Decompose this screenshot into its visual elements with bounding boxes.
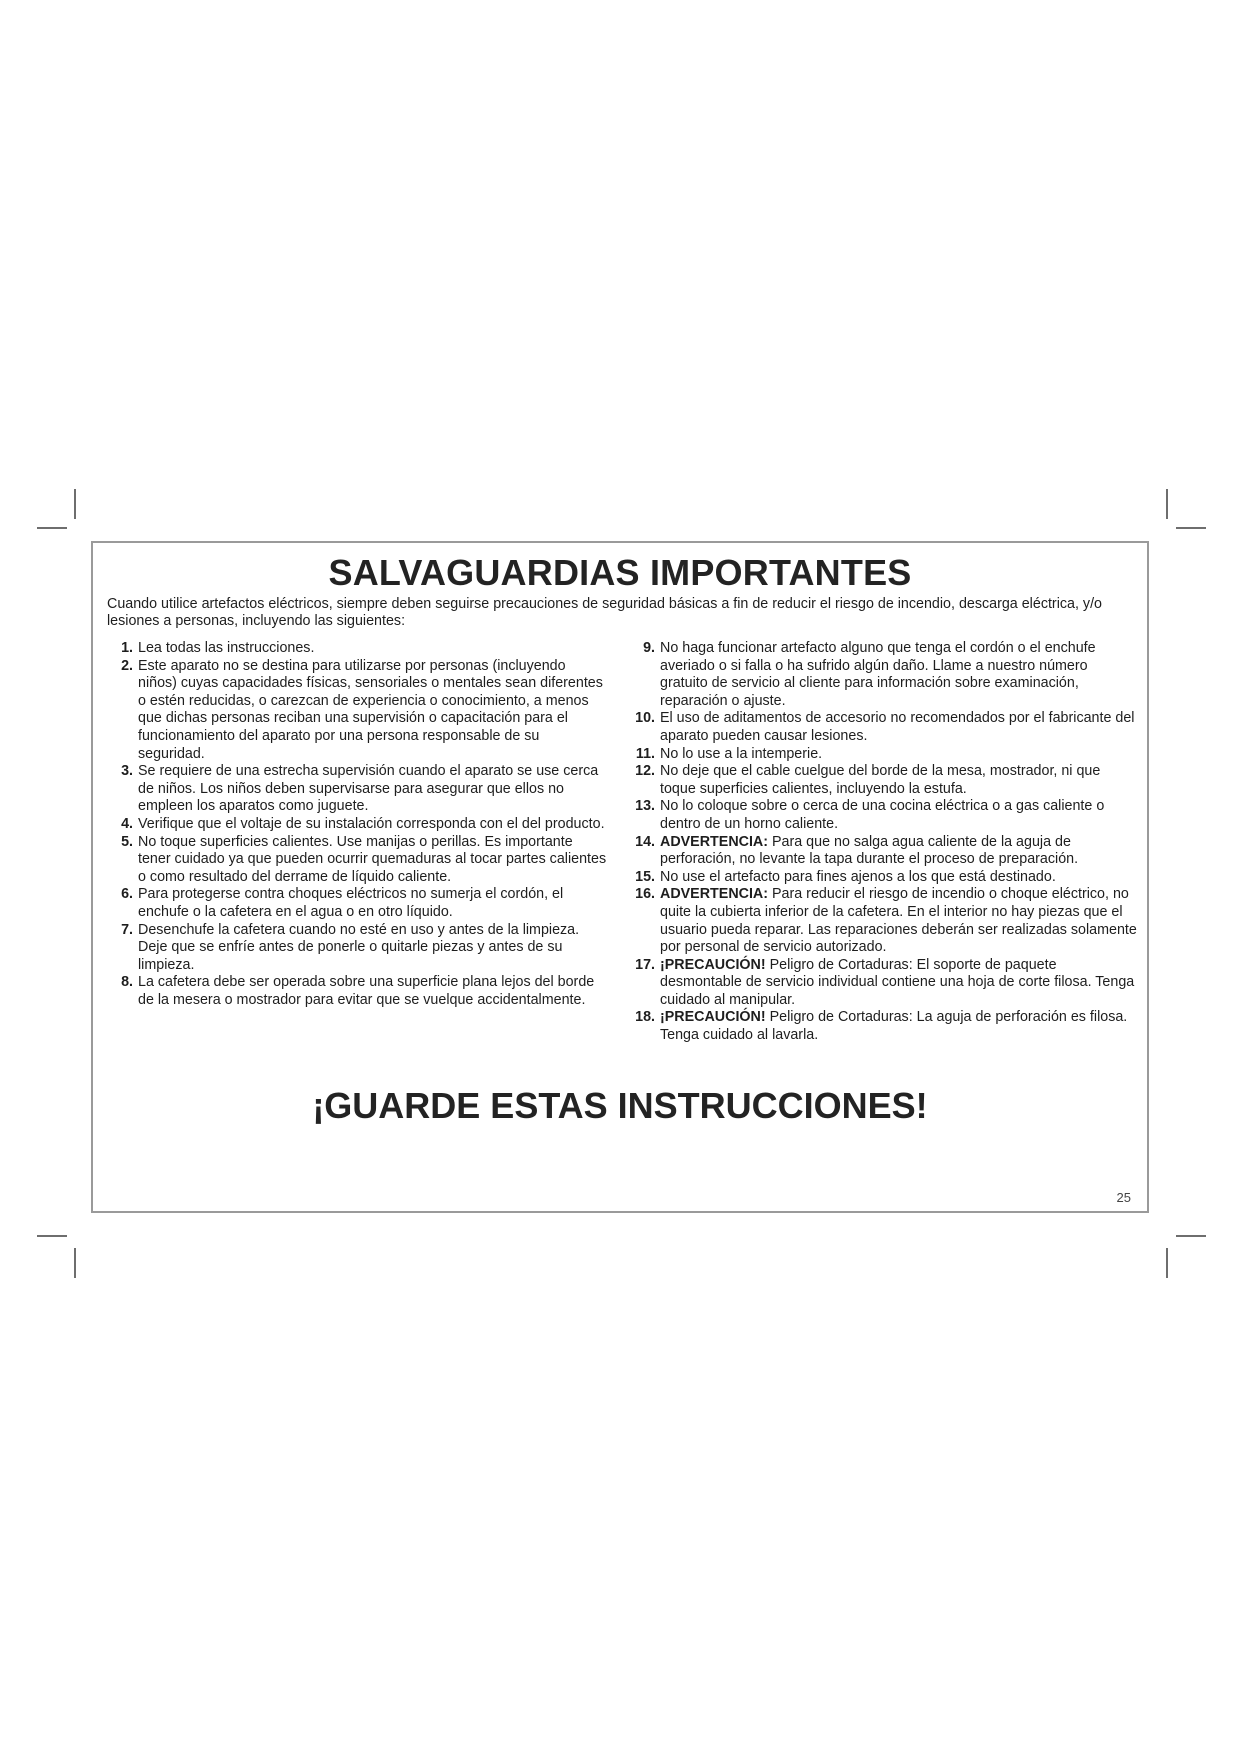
item-text: No lo coloque sobre o cerca de una cocina eléctrica o a gas caliente o dentro de un horno caliente. bbox=[660, 798, 1105, 832]
item-number: 18. bbox=[635, 1009, 655, 1026]
item-number: 14. bbox=[635, 833, 655, 850]
list-item bbox=[107, 816, 607, 834]
crop-mark bbox=[1166, 489, 1168, 519]
item-text: No toque superficies calientes. Use manijas o perillas. Es importante tener cuidado ya que pueden ocurrir quemaduras al tocar partes calientes o como resultado del derrame de líquido caliente. bbox=[138, 833, 607, 885]
item-number: 11. bbox=[635, 745, 655, 762]
list-item bbox=[107, 658, 607, 764]
list-item bbox=[107, 886, 607, 921]
item-number: 16. bbox=[635, 886, 655, 903]
item-text: No deje que el cable cuelgue del borde de la mesa, mostrador, ni que toque superficies calientes, incluyendo la estufa. bbox=[660, 763, 1101, 797]
item-text bbox=[660, 957, 1139, 1010]
list-item bbox=[629, 886, 1139, 956]
crop-mark bbox=[1166, 1248, 1168, 1278]
item-text bbox=[660, 1009, 1139, 1044]
item-text: No lo use a la intemperie. bbox=[660, 745, 823, 762]
item-number: 1. bbox=[121, 640, 133, 656]
caution-label: ¡PRECAUCIÓN! bbox=[660, 956, 766, 973]
item-text: No use el artefacto para fines ajenos a los que está destinado. bbox=[660, 868, 1056, 885]
item-number: 9. bbox=[643, 640, 655, 656]
item-number: 12. bbox=[635, 763, 655, 780]
page-title: SALVAGUARDIAS IMPORTANTES bbox=[328, 552, 912, 593]
list-item bbox=[107, 640, 607, 658]
item-number: 17. bbox=[635, 956, 655, 973]
item-number: 15. bbox=[635, 868, 655, 885]
item-text: El uso de aditamentos de accesorio no recomendados por el fabricante del aparato pueden causar lesiones. bbox=[660, 710, 1135, 744]
item-number: 10. bbox=[635, 710, 655, 727]
list-item bbox=[107, 974, 607, 1009]
list-item bbox=[629, 746, 1139, 764]
list-item bbox=[629, 869, 1139, 887]
item-number: 5. bbox=[121, 833, 133, 850]
list-item bbox=[629, 798, 1139, 833]
item-number: 2. bbox=[121, 657, 133, 674]
item-text: No haga funcionar artefacto alguno que tenga el cordón o el enchufe averiado o si falla o ha sufrido algún daño. Llame a nuestro número gratuito de servicio al cliente para información sobre examinación, reparación o ajuste. bbox=[660, 640, 1096, 709]
list-item bbox=[629, 957, 1139, 1010]
list-item bbox=[107, 834, 607, 887]
caution-label: ¡PRECAUCIÓN! bbox=[660, 1009, 766, 1026]
list-item bbox=[629, 834, 1139, 869]
item-body: Peligro de Cortaduras: La aguja de perforación es filosa. Tenga cuidado al lavarla. bbox=[660, 1009, 1128, 1044]
item-number: 7. bbox=[121, 921, 133, 938]
list-item bbox=[629, 763, 1139, 798]
warning-label: ADVERTENCIA: bbox=[660, 886, 769, 903]
item-text: Desenchufe la cafetera cuando no esté en uso y antes de la limpieza. Deje que se enfríe antes de ponerle o quitarle piezas y antes de su limpieza. bbox=[138, 921, 580, 973]
item-body: Para reducir el riesgo de incendio o choque eléctrico, no quite la cubierta inferior de la cafetera. En el interior no hay piezas que el usuario pueda reparar. Las reparaciones deberán ser realizadas solamente por personal de servicio autorizado. bbox=[660, 886, 1137, 956]
intro-paragraph: Cuando utilice artefactos eléctricos, siempre deben seguirse precauciones de seguridad básicas a fin de reducir el riesgo de incendio, descarga eléctrica, y/o lesiones a personas, incluyendo las siguientes: bbox=[107, 596, 1102, 629]
item-text: Este aparato no se destina para utilizarse por personas (incluyendo niños) cuyas capacidades físicas, sensoriales o mentales sean diferentes o estén reducidas, o carezcan de experiencia o conocimiento, a menos que dichas personas reciban una supervisión o capacitación para el funcionamiento del aparato por una persona responsable de su seguridad. bbox=[138, 657, 603, 762]
left-column bbox=[107, 640, 607, 1009]
warning-label: ADVERTENCIA: bbox=[660, 833, 769, 850]
page-number: 25 bbox=[1116, 1190, 1131, 1205]
item-number: 4. bbox=[121, 815, 133, 832]
list-item bbox=[629, 1009, 1139, 1044]
right-column bbox=[629, 640, 1139, 1045]
item-text: Lea todas las instrucciones. bbox=[138, 640, 315, 656]
crop-mark bbox=[1176, 1235, 1206, 1237]
crop-mark bbox=[37, 527, 67, 529]
crop-mark bbox=[74, 1248, 76, 1278]
item-text bbox=[660, 834, 1139, 869]
item-number: 13. bbox=[635, 798, 655, 815]
list-item bbox=[107, 763, 607, 816]
list-item bbox=[629, 710, 1139, 745]
item-body: Peligro de Cortaduras: El soporte de paquete desmontable de servicio individual contiene una hoja de corte filosa. Tenga cuidado al manipular. bbox=[660, 956, 1135, 1008]
crop-mark bbox=[74, 489, 76, 519]
list-item bbox=[629, 640, 1139, 710]
crop-mark bbox=[1176, 527, 1206, 529]
item-text: Verifique que el voltaje de su instalación corresponda con el del producto. bbox=[138, 815, 605, 832]
item-number: 3. bbox=[121, 763, 133, 780]
item-text bbox=[660, 886, 1139, 956]
item-text: La cafetera debe ser operada sobre una superficie plana lejos del borde de la mesera o mostrador para evitar que se vuelque accidentalmente. bbox=[138, 974, 595, 1008]
item-number: 8. bbox=[121, 974, 133, 991]
save-instructions-heading: ¡GUARDE ESTAS INSTRUCCIONES! bbox=[312, 1085, 928, 1126]
item-text: Se requiere de una estrecha supervisión cuando el aparato se use cerca de niños. Los niños deben supervisarse para asegurar que ellos no empleen los aparatos como juguete. bbox=[138, 763, 599, 815]
item-text: Para protegerse contra choques eléctricos no sumerja el cordón, el enchufe o la cafetera en el agua o en otro líquido. bbox=[138, 886, 564, 920]
item-body: Para que no salga agua caliente de la aguja de perforación, no levante la tapa durante el proceso de preparación. bbox=[660, 833, 1079, 868]
item-number: 6. bbox=[121, 886, 133, 903]
crop-mark bbox=[37, 1235, 67, 1237]
safeguards-panel bbox=[91, 541, 1149, 1213]
list-item bbox=[107, 922, 607, 975]
